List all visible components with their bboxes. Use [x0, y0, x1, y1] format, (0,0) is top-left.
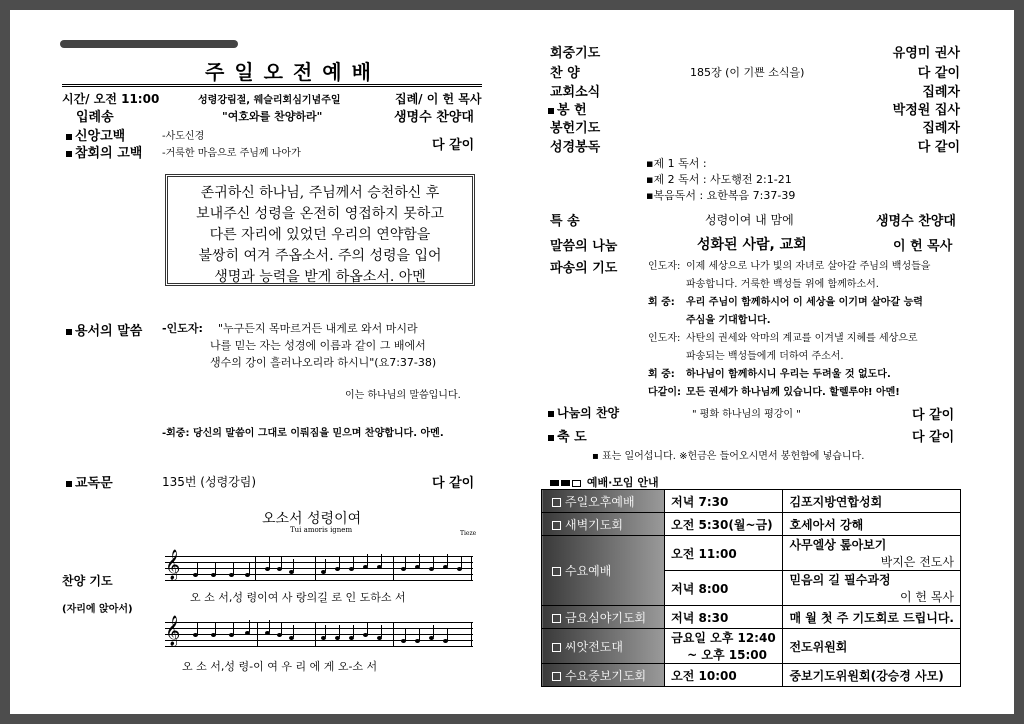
title-rule	[62, 84, 482, 85]
standing-bullet	[548, 435, 554, 441]
sending-line: 하나님이 함께하시니 우리는 두려울 것 없도다.	[686, 369, 891, 380]
schedule-row	[542, 629, 961, 664]
bless-note: ▪ 표는 일어섭니다. ※헌금은 들어오시면서 봉헌함에 넣습니다.	[592, 451, 865, 462]
note-stem	[325, 625, 326, 637]
note-stem	[215, 562, 216, 574]
bar-line	[471, 622, 472, 646]
standing-bullet	[548, 411, 554, 417]
note-stem	[339, 556, 340, 568]
note-stem	[293, 625, 294, 637]
square-icon	[552, 643, 561, 652]
note-stem	[447, 554, 448, 566]
schedule-name: 수요중보기도회	[542, 664, 665, 687]
heading-marker-icon	[561, 480, 570, 486]
note-stem	[405, 556, 406, 568]
prayer-line: 보내주신 성령을 온전히 영접하지 못하고	[196, 206, 444, 222]
schedule-desc: 매 월 첫 주 기도회로 드립니다.	[783, 606, 961, 629]
hymn-prayer-label: 찬양 기도	[62, 574, 113, 588]
bar-line	[315, 622, 316, 646]
schedule-time: 저녁 8:30	[665, 606, 783, 629]
special-by: 생명수 찬양대	[876, 214, 956, 229]
staff-line	[165, 646, 473, 647]
note-stem	[325, 559, 326, 571]
order-label: 성경봉독	[550, 140, 601, 155]
hymn-composer: Tieze	[460, 530, 477, 537]
speaker-tag: 다같이:	[648, 387, 681, 398]
note-stem	[339, 625, 340, 637]
speaker-tag: 인도자:	[648, 261, 681, 272]
order-person: 집례자	[922, 121, 960, 136]
treble-clef-icon: 𝄞	[165, 550, 181, 580]
schedule-desc: 중보기도위원회(강승경 사모)	[783, 664, 961, 687]
order-person: 유영미 권사	[892, 46, 960, 61]
note-stem	[381, 554, 382, 566]
schedule-row	[542, 513, 961, 536]
heading-marker-icon	[550, 480, 559, 486]
note-stem	[249, 620, 250, 632]
note-stem	[419, 628, 420, 640]
bar-line	[393, 556, 394, 580]
reading-2: ▪제 2 독서 : 사도행전 2:1-21	[646, 173, 792, 186]
note-stem	[353, 625, 354, 637]
note-stem	[249, 562, 250, 574]
schedule-name: 수요예배	[542, 536, 665, 606]
order-label: 찬 양	[550, 66, 580, 81]
bar-line	[257, 622, 258, 646]
intro-by: 생명수 찬양대	[394, 110, 474, 125]
responsive-desc: 135번 (성령강림)	[162, 475, 257, 489]
order-label: 봉 헌	[548, 99, 587, 118]
confession-desc: -거룩한 마음으로 주님께 나아가	[162, 148, 301, 159]
bar-line	[255, 556, 256, 580]
pardon-label: 용서의 말씀	[66, 320, 142, 339]
note-stem	[433, 625, 434, 637]
share-song: " 평화 하나님의 평강이 "	[692, 409, 801, 420]
bless-label: 축 도	[548, 426, 587, 445]
staff-line	[165, 628, 473, 629]
square-icon	[552, 498, 561, 507]
pardon-leader-tag: -인도자:	[162, 322, 203, 335]
schedule-desc: 호세아서 강해	[783, 513, 961, 536]
creed-label: 신앙고백	[66, 125, 125, 144]
sending-label: 파송의 기도	[550, 261, 618, 276]
schedule-time: 오전 10:00	[665, 664, 783, 687]
schedule-row	[542, 536, 961, 571]
share-label: 나눔의 찬양	[548, 404, 619, 421]
schedule-name: 씨앗전도대	[542, 629, 665, 664]
order-person: 다 같이	[917, 66, 960, 81]
order-person: 박정원 집사	[892, 103, 960, 118]
schedule-time: 오전 5:30(월~금)	[665, 513, 783, 536]
special-song: 성령이여 내 맘에	[705, 213, 794, 227]
pardon-word: 이는 하나님의 말씀입니다.	[345, 390, 461, 401]
note-stem	[269, 620, 270, 632]
heading-marker-icon	[572, 480, 581, 487]
share-by: 다 같이	[912, 408, 955, 423]
lyrics-line-2: 오 소 서,성 령-이 여 우 리 에 게 오-소 서	[182, 660, 378, 673]
title-rule-2	[62, 86, 482, 87]
header-bar	[60, 40, 238, 48]
responsive-label: 교독문	[66, 472, 113, 491]
bless-by: 다 같이	[912, 430, 955, 445]
sending-line: 사탄의 권세와 악마의 계교를 이겨낼 지혜를 세상으로	[686, 333, 918, 344]
staff-line	[165, 556, 473, 557]
schedule-row	[542, 664, 961, 687]
schedule-time: 저녁 8:00	[665, 571, 783, 606]
note-stem	[419, 554, 420, 566]
order-label: 봉헌기도	[550, 121, 601, 136]
service-leader: 집례/ 이 헌 목사	[395, 92, 482, 106]
prayer-line: 다른 자리에 있었던 우리의 연약함을	[209, 227, 431, 243]
confession-prayer	[168, 183, 472, 288]
note-stem	[197, 622, 198, 634]
note-stem	[293, 559, 294, 571]
note-stem	[197, 562, 198, 574]
sending-line: 파송되는 백성들에게 더하여 주소서.	[686, 351, 844, 362]
intro-song: "여호와를 찬양하라"	[222, 110, 323, 123]
service-occasion: 성령강림절, 웨슬리회심기념주일	[198, 95, 341, 106]
order-person: 다 같이	[917, 140, 960, 155]
note-stem	[233, 622, 234, 634]
standing-bullet	[66, 134, 72, 140]
treble-clef-icon: 𝄞	[165, 616, 181, 646]
note-stem	[405, 628, 406, 640]
prayer-line: 생명과 능력을 받게 하옵소서. 아멘	[214, 269, 426, 285]
note-stem	[233, 562, 234, 574]
pardon-people: -회중: 당신의 말씀이 그대로 이뤄짐을 믿으며 찬양합니다. 아멘.	[162, 428, 444, 439]
pardon-line: 생수의 강이 흘러나오리라 하시니"(요7:37-38)	[210, 356, 437, 369]
staff-line	[165, 640, 473, 641]
staff-line	[165, 622, 473, 623]
note-stem	[447, 628, 448, 640]
note-stem	[433, 556, 434, 568]
together-2: 다 같이	[432, 476, 475, 491]
reading-3: ▪복음독서 : 요한복음 7:37-39	[646, 189, 796, 202]
note-stem	[367, 554, 368, 566]
schedule-name: 주일오후예배	[542, 490, 665, 513]
schedule-name: 새벽기도회	[542, 513, 665, 536]
square-icon	[552, 672, 561, 681]
staff-line	[165, 562, 473, 563]
music-staff-1	[165, 550, 473, 580]
note-stem	[367, 622, 368, 634]
note-stem	[281, 556, 282, 568]
schedule-table	[541, 489, 961, 687]
standing-bullet	[66, 151, 72, 157]
note-stem	[269, 556, 270, 568]
speaker-tag: 인도자:	[648, 333, 681, 344]
note-stem	[353, 556, 354, 568]
standing-bullet	[548, 108, 554, 114]
square-icon	[552, 521, 561, 530]
confession-label: 참회의 고백	[66, 142, 142, 161]
standing-bullet	[66, 329, 72, 335]
schedule-desc: 전도위원회	[783, 629, 961, 664]
square-icon	[552, 614, 561, 623]
sending-line: 주심을 기대합니다.	[686, 315, 771, 326]
reading-1: ▪제 1 독서 :	[646, 157, 707, 170]
creed-desc: -사도신경	[162, 131, 205, 142]
sending-line: 모든 권세가 하나님께 있습니다. 할렐루야! 아멘!	[686, 387, 900, 398]
lyrics-line-1: 오 소 서,성 령이여 사 랑의길 로 인 도하소 서	[190, 591, 406, 604]
staff-line	[165, 580, 473, 581]
intro-label: 입례송	[76, 110, 114, 125]
together-1: 다 같이	[432, 138, 475, 153]
bar-line	[471, 556, 472, 580]
sermon-title: 성화된 사람, 교회	[697, 237, 807, 253]
pardon-line: 나를 믿는 자는 성경에 이름과 같이 그 배에서	[210, 339, 426, 352]
prayer-line: 존귀하신 하나님, 주님께서 승천하신 후	[200, 185, 440, 201]
sending-line: 파송합니다. 거룩한 백성들 위에 함께하소서.	[686, 279, 879, 290]
service-time: 시간/ 오전 11:00	[62, 92, 160, 106]
square-icon	[552, 567, 561, 576]
note-stem	[381, 625, 382, 637]
hymn-prayer-note: (자리에 앉아서)	[62, 604, 133, 615]
order-detail: 185장 (이 기쁜 소식을)	[690, 66, 805, 79]
confession-prayer-box	[165, 174, 475, 286]
schedule-desc: 사무엘상 톺아보기 박지은 전도사	[783, 536, 961, 571]
schedule-heading: 예배·모임 안내	[550, 474, 659, 490]
sending-line: 우리 주님이 함께하시어 이 세상을 이기며 살아갈 능력	[686, 297, 923, 308]
speaker-tag: 회 중:	[648, 369, 675, 380]
speaker-tag: 회 중:	[648, 297, 675, 308]
sermon-label: 말씀의 나눔	[550, 239, 618, 254]
music-staff-2	[165, 616, 473, 646]
schedule-time: 오전 11:00	[665, 536, 783, 571]
schedule-row	[542, 606, 961, 629]
bar-line	[393, 622, 394, 646]
order-person: 집례자	[922, 85, 960, 100]
schedule-desc: 믿음의 길 필수과정 이 헌 목사	[783, 571, 961, 606]
schedule-desc: 김포지방연합성회	[783, 490, 961, 513]
staff-line	[165, 568, 473, 569]
schedule-time: 금요일 오후 12:40 ~ 오후 15:00	[665, 629, 783, 664]
order-label: 회중기도	[550, 46, 601, 61]
page-title: 주일오전예배	[205, 60, 381, 84]
note-stem	[461, 556, 462, 568]
sending-line: 이제 세상으로 나가 빛의 자녀로 살아갈 주님의 백성들을	[686, 261, 931, 272]
special-label: 특 송	[550, 214, 580, 229]
pardon-line: "누구든지 목마르거든 내게로 와서 마시라	[218, 322, 418, 335]
schedule-row	[542, 490, 961, 513]
schedule-time: 저녁 7:30	[665, 490, 783, 513]
bar-line	[315, 556, 316, 580]
prayer-line: 불쌍히 여겨 주옵소서. 주의 성령을 입어	[198, 248, 442, 264]
note-stem	[215, 622, 216, 634]
sermon-by: 이 헌 목사	[893, 239, 953, 254]
note-stem	[281, 622, 282, 634]
schedule-name: 금요심야기도회	[542, 606, 665, 629]
hymn-title: 오소서 성령이여	[262, 511, 362, 527]
standing-bullet	[66, 481, 72, 487]
hymn-subtitle: Tui amoris ignem	[290, 526, 353, 534]
order-label: 교회소식	[550, 85, 601, 100]
